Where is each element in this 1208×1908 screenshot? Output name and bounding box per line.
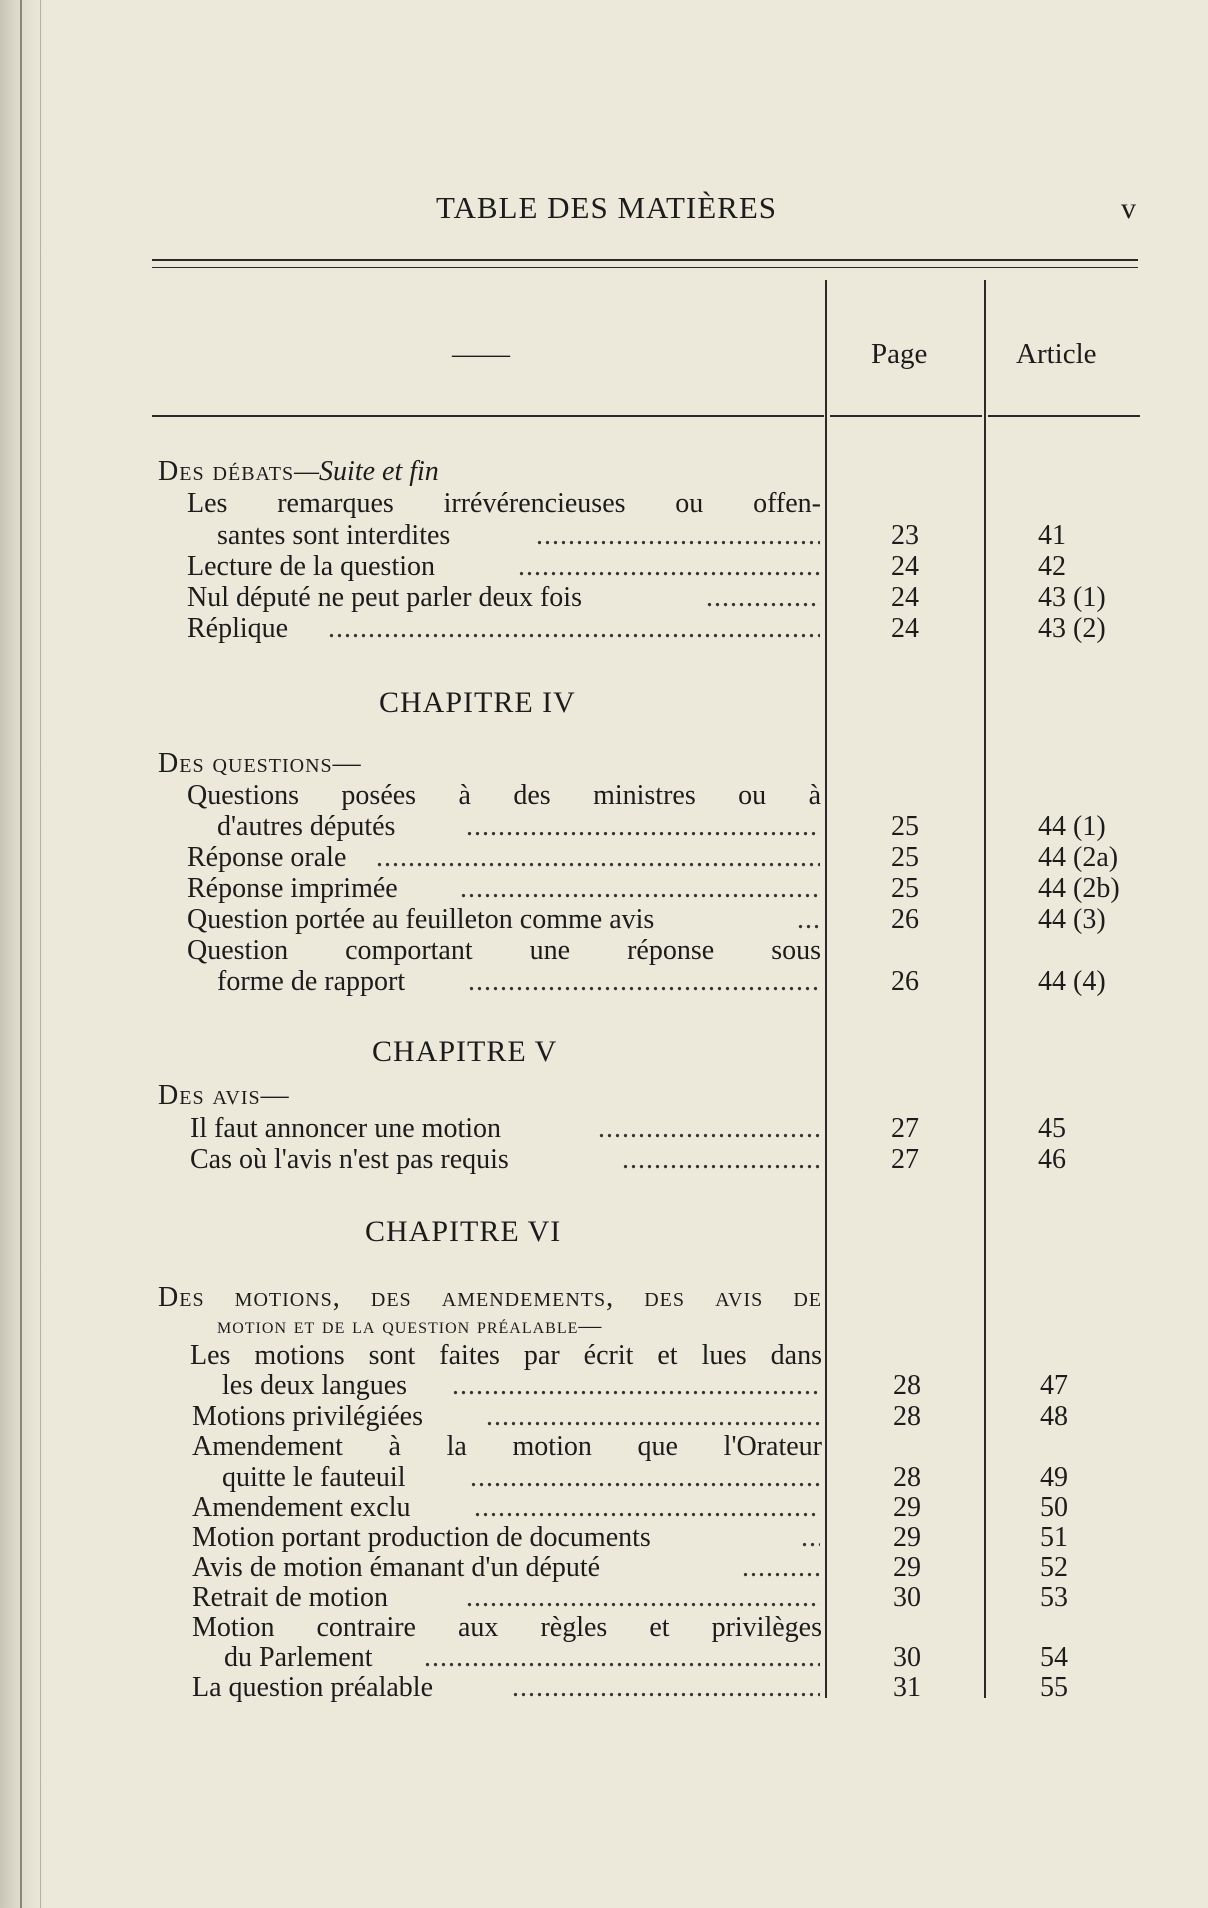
toc-entry: Réponse orale . . . 25 44 (2a) (0, 842, 1208, 874)
toc-entry: Motion portant production de documents . . . 29 51 (0, 1522, 1208, 1554)
chapter-title-vi: CHAPITRE VI (365, 1215, 562, 1248)
page-numeral: v (1121, 192, 1136, 225)
toc-entry: Lecture de la question . . . 24 42 (0, 551, 1208, 583)
toc-entry: Amendement exclu . . . 29 50 (0, 1492, 1208, 1524)
toc-entry: d'autres députés . . . 25 44 (1) (0, 811, 1208, 843)
toc-entry-remarques-line1: Les remarques irrévérencieuses ou offen- (187, 488, 821, 519)
chapter-title-iv: CHAPITRE IV (379, 686, 576, 719)
running-title: TABLE DES MATIÈRES (436, 190, 778, 225)
column-header-rule-right (988, 415, 1140, 417)
section-heading-debats-prefix: Des débats (158, 456, 295, 487)
toc-entry: Motions privilégiées . . . 28 48 (0, 1401, 1208, 1433)
toc-entry: Réplique . . . 24 43 (2) (0, 613, 1208, 645)
section-heading-avis: Des avis— (158, 1080, 290, 1111)
toc-entry-question-rapport-line1: Question comportant une réponse sous (187, 935, 821, 966)
toc-entry: Il faut annoncer une motion . . . 27 45 (0, 1113, 1208, 1145)
column-header-page: Page (871, 338, 928, 370)
section-heading-questions: Des questions— (158, 748, 362, 779)
column-header-dash: —— (452, 338, 510, 370)
column-header-rule-left (152, 415, 824, 417)
toc-entry-questions-line1: Questions posées à des ministres ou à (187, 780, 821, 811)
section-heading-motions-line2: motion et de la question préalable— (217, 1313, 603, 1338)
column-header-article: Article (1016, 338, 1097, 370)
toc-entry: forme de rapport . . . 26 44 (4) (0, 966, 1208, 998)
column-header-rule-mid (830, 415, 982, 417)
section-heading-debats-suffix: —Suite et fin (294, 456, 439, 487)
toc-entry-motion-contraire-line1: Motion contraire aux règles et privilèges (192, 1612, 822, 1643)
header-rule-top (152, 259, 1138, 261)
section-heading-debats (0, 456, 1208, 488)
toc-entry: Question portée au feuilleton comme avis . . . 26 44 (3) (0, 904, 1208, 936)
header-rule-bottom (152, 267, 1138, 268)
toc-entry: Avis de motion émanant d'un député . . . 29 52 (0, 1552, 1208, 1584)
toc-entry: du Parlement . . . 30 54 (0, 1642, 1208, 1674)
toc-entry: Nul député ne peut parler deux fois . . . 24 43 (1) (0, 582, 1208, 614)
toc-entry: Retrait de motion . . . 30 53 (0, 1582, 1208, 1614)
chapter-title-v: CHAPITRE V (372, 1035, 558, 1068)
toc-entry: santes sont interdites . . . 23 41 (0, 520, 1208, 552)
toc-entry-amendement-fauteuil-line1: Amendement à la motion que l'Orateur (192, 1431, 822, 1462)
toc-entry: La question préalable . . . 31 55 (0, 1672, 1208, 1704)
toc-entry: les deux langues . . . 28 47 (0, 1370, 1208, 1402)
toc-entry: Cas où l'avis n'est pas requis . . . 27 46 (0, 1144, 1208, 1176)
toc-entry: quitte le fauteuil . . . 28 49 (0, 1462, 1208, 1494)
toc-entry: Réponse imprimée . . . 25 44 (2b) (0, 873, 1208, 905)
toc-entry-motions-ecrit-line1: Les motions sont faites par écrit et lues dans (190, 1340, 822, 1371)
section-heading-motions-line1: Des motions, des amendements, des avis de (158, 1282, 822, 1313)
